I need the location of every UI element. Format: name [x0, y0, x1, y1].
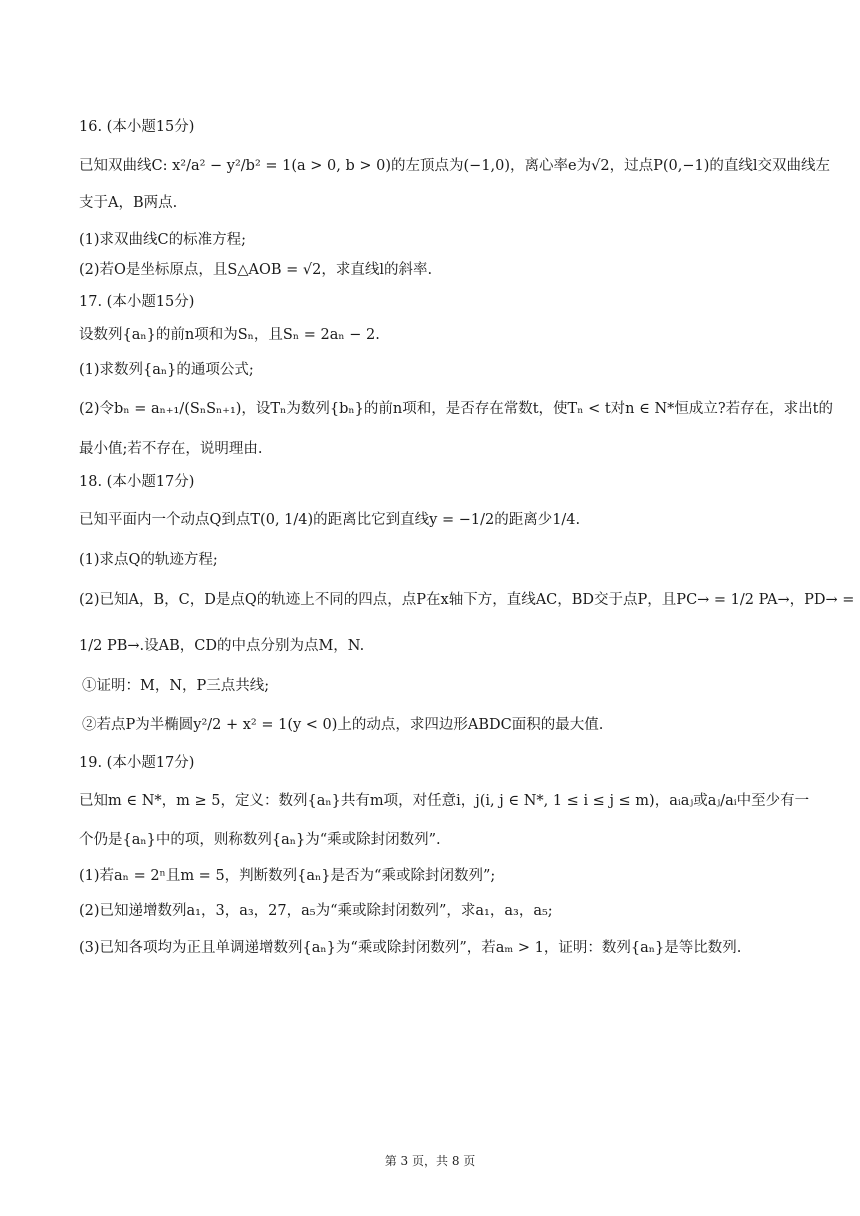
problem-16-part-1: (1)求双曲线C的标准方程;: [79, 232, 247, 248]
problem-18-part-1: (1)求点Q的轨迹方程;: [79, 552, 218, 568]
problem-18-header: 18. (本小题17分): [79, 474, 195, 490]
problem-19-statement-cont: 个仍是{aₙ}中的项，则称数列{aₙ}为“乘或除封闭数列”.: [79, 832, 441, 848]
problem-18-sub-1: ①证明：M，N，P三点共线;: [82, 678, 270, 694]
problem-18-sub-2: ②若点P为半椭圆y²/2 + x² = 1(y < 0)上的动点，求四边形ABDC面积的最大值.: [82, 717, 604, 733]
problem-19-part-2: (2)已知递增数列a₁，3，a₃，27，a₅为“乘或除封闭数列”，求a₁，a₃，a₅;: [79, 903, 553, 919]
problem-16-statement-cont: 支于A，B两点.: [79, 195, 178, 211]
problem-17-part-1: (1)求数列{aₙ}的通项公式;: [79, 362, 254, 378]
problem-17-part-2-cont: 最小值;若不存在，说明理由.: [79, 441, 263, 457]
problem-16-part-2: (2)若O是坐标原点，且S△AOB = √2，求直线l的斜率.: [79, 262, 433, 278]
problem-19-part-3: (3)已知各项均为正且单调递增数列{aₙ}为“乘或除封闭数列”，若aₘ > 1，证明：数列{aₙ}是等比数列.: [79, 940, 742, 956]
problem-17-statement: 设数列{aₙ}的前n项和为Sₙ，且Sₙ = 2aₙ − 2.: [79, 327, 380, 343]
problem-17-part-2: (2)令bₙ = aₙ₊₁/(SₙSₙ₊₁)，设Tₙ为数列{bₙ}的前n项和，是否存在常数t，使Tₙ < t对n ∈ N*恒成立?若存在，求出t的: [79, 401, 834, 417]
problem-19-header: 19. (本小题17分): [79, 755, 195, 771]
problem-19-part-1: (1)若aₙ = 2ⁿ且m = 5，判断数列{aₙ}是否为“乘或除封闭数列”;: [79, 868, 496, 884]
problem-17-header: 17. (本小题15分): [79, 294, 195, 310]
problem-16-statement: 已知双曲线C: x²/a² − y²/b² = 1(a > 0, b > 0)的左顶点为(−1,0)，离心率e为√2，过点P(0,−1)的直线l交双曲线左: [79, 158, 830, 174]
page-footer: 第 3 页，共 8 页: [384, 1154, 476, 1168]
problem-19-statement: 已知m ∈ N*，m ≥ 5，定义：数列{aₙ}共有m项，对任意i，j(i, j ∈ N*, 1 ≤ i ≤ j ≤ m)，aᵢaⱼ或aⱼ/aᵢ中至少有一: [79, 793, 810, 809]
problem-16-header: 16. (本小题15分): [79, 119, 195, 135]
problem-18-part-2-cont: 1/2 PB→.设AB，CD的中点分别为点M，N.: [79, 638, 365, 654]
problem-18-part-2: (2)已知A，B，C，D是点Q的轨迹上不同的四点，点P在x轴下方，直线AC，BD交于点P，且PC→ = 1/2 PA→，PD→ =: [79, 592, 855, 608]
problem-18-statement: 已知平面内一个动点Q到点T(0, 1/4)的距离比它到直线y = −1/2的距离少1/4.: [79, 512, 581, 528]
